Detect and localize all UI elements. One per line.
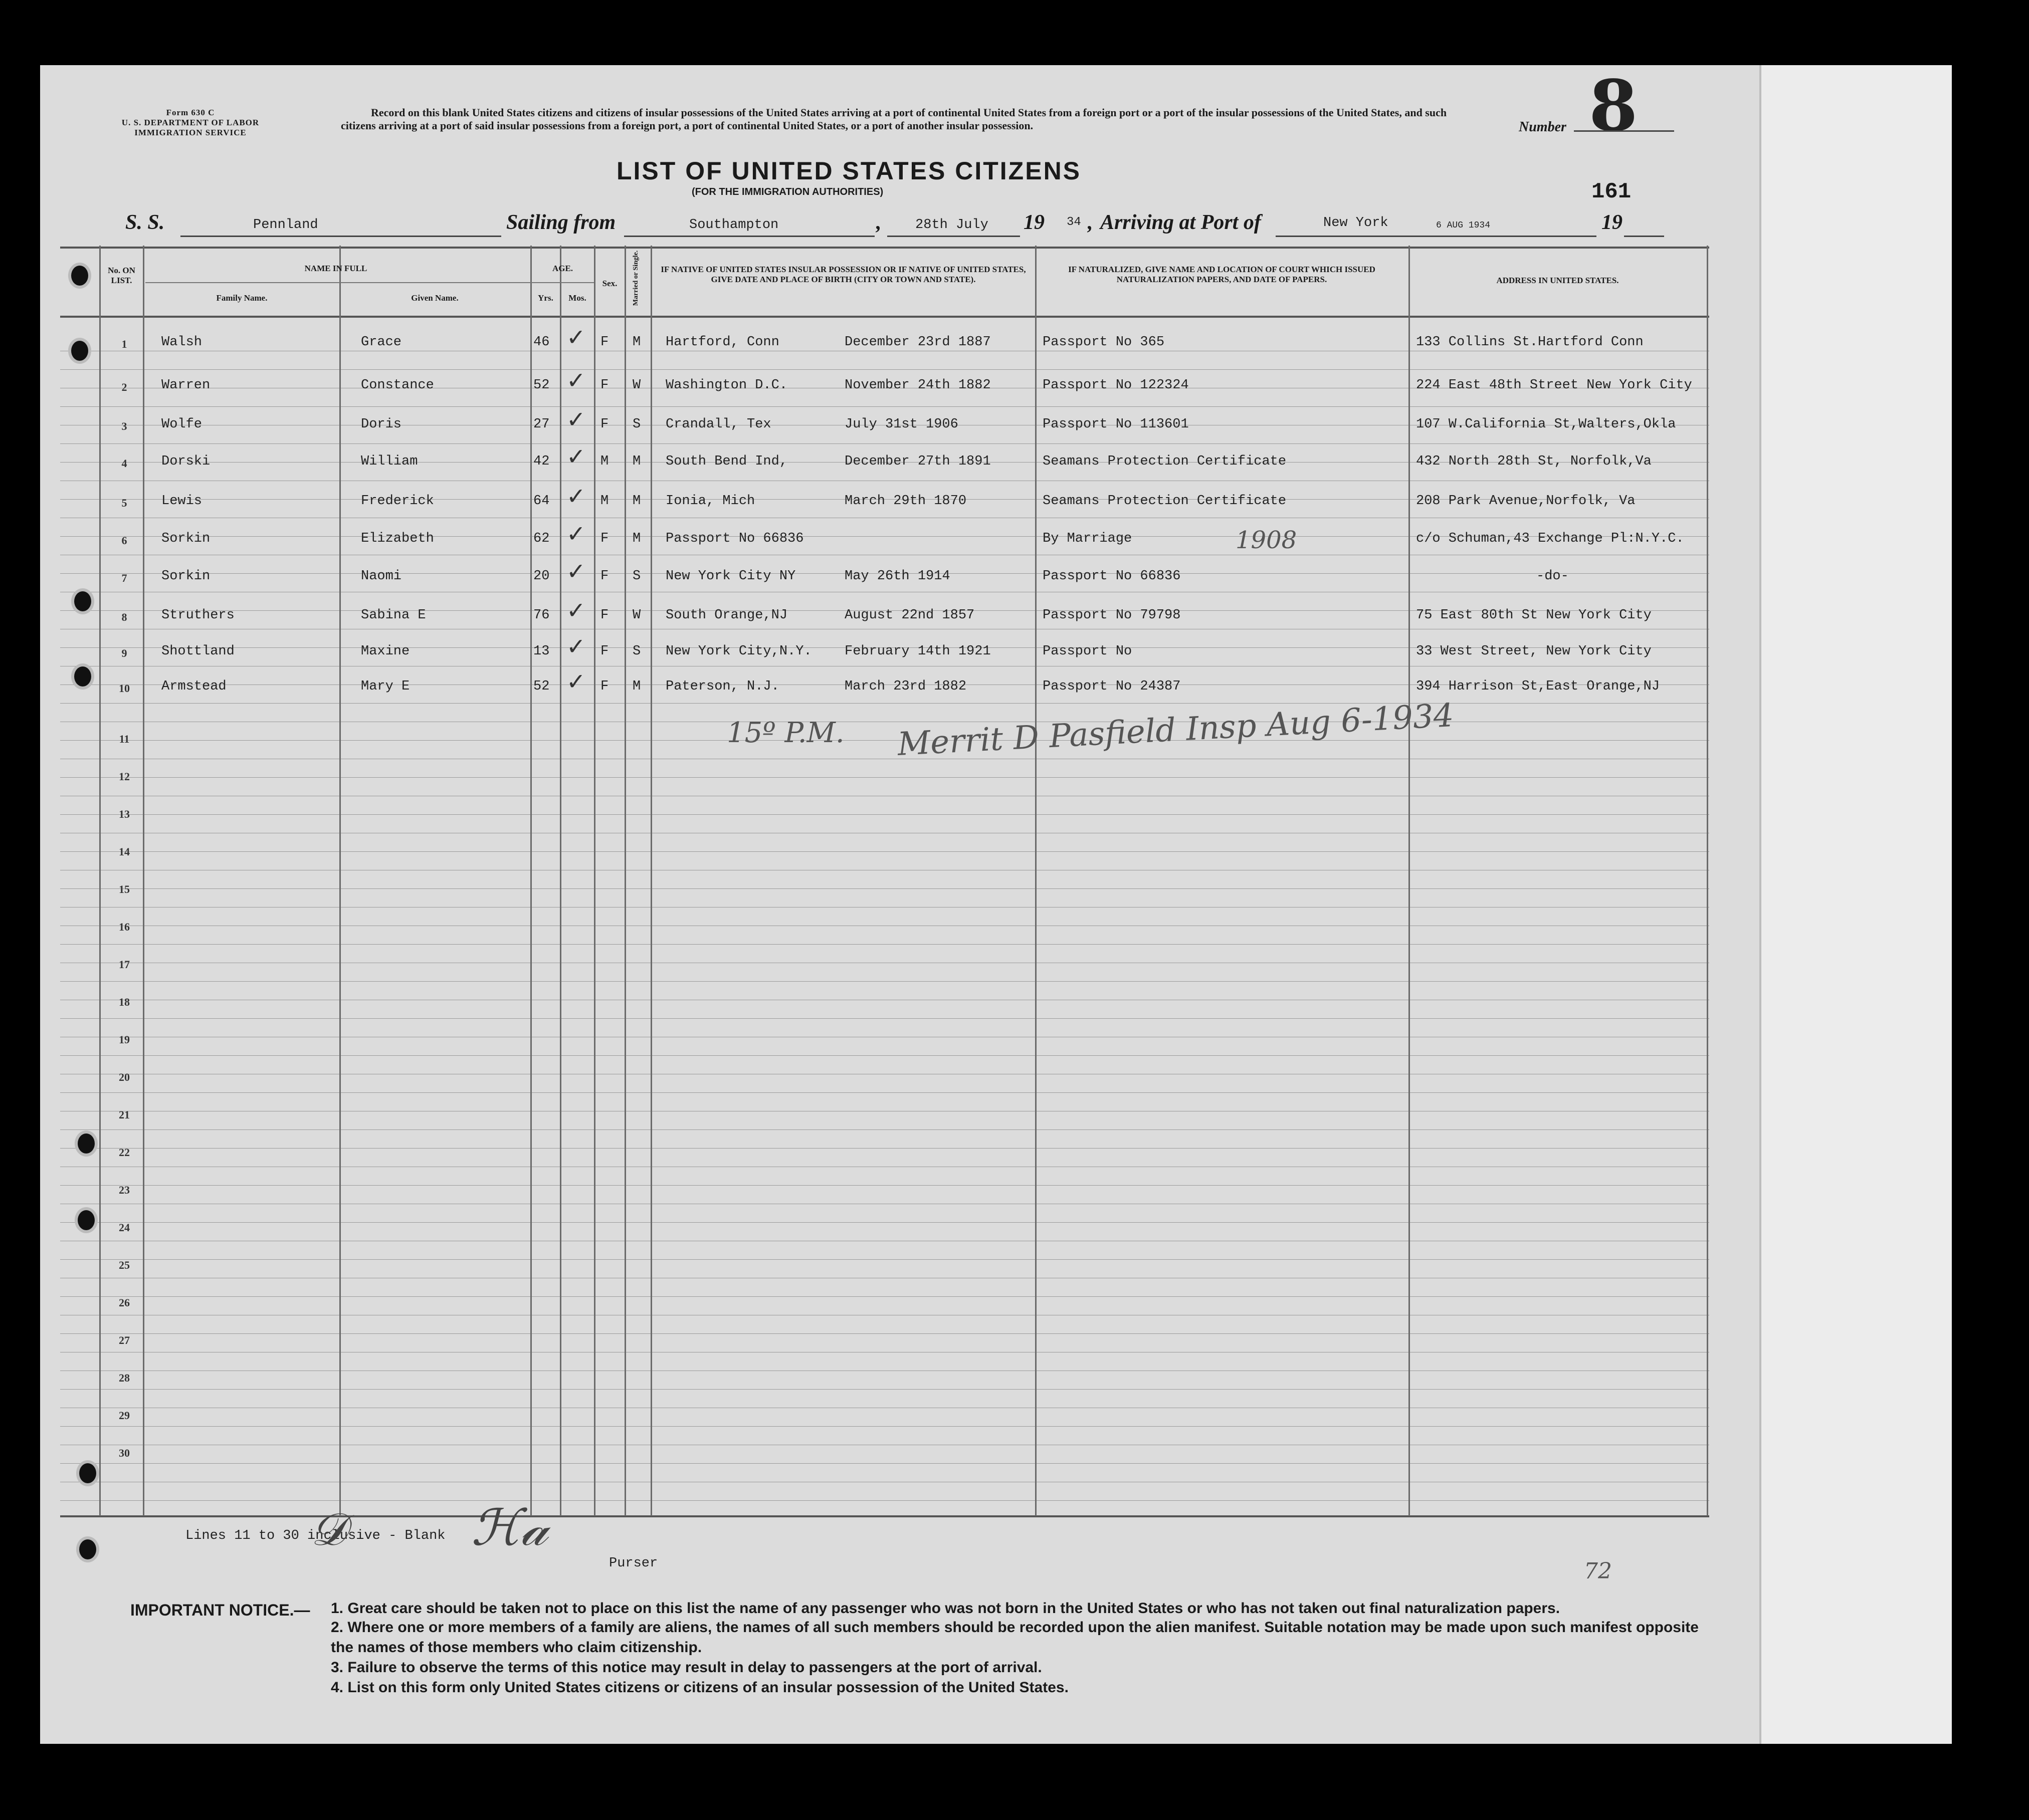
- marital-status: W: [633, 608, 641, 623]
- blank-row-number: 19: [119, 1033, 130, 1046]
- check-mark: ✓: [566, 367, 586, 394]
- check-mark: ✓: [566, 483, 586, 510]
- given-name: Frederick: [361, 494, 434, 509]
- us-address: -do-: [1536, 569, 1569, 584]
- ruled-line: [60, 888, 1709, 889]
- age-years: 20: [533, 569, 550, 584]
- given-name: Grace: [361, 335, 402, 350]
- blank-row-number: 24: [119, 1221, 130, 1234]
- sex: F: [600, 679, 609, 694]
- blank-row-number: 29: [119, 1409, 130, 1422]
- sex: M: [600, 494, 609, 509]
- birth-date: July 31st 1906: [845, 417, 958, 432]
- us-address: 394 Harrison St,East Orange,NJ: [1416, 679, 1660, 694]
- list-number: [1519, 65, 1679, 147]
- punch-hole: [78, 1210, 95, 1230]
- purser-label: Purser: [609, 1556, 658, 1571]
- us-address: 224 East 48th Street New York City: [1416, 378, 1692, 393]
- row-number: 4: [121, 457, 127, 470]
- birth-place: Washington D.C.: [666, 378, 788, 393]
- ship-underline: [180, 236, 501, 237]
- notice-title: IMPORTANT NOTICE.—: [130, 1601, 310, 1619]
- birth-date: December 27th 1891: [845, 454, 991, 469]
- check-mark: ✓: [566, 443, 586, 470]
- blank-row-number: 16: [119, 921, 130, 933]
- ruled-line: [60, 369, 1709, 370]
- check-mark: ✓: [566, 406, 586, 433]
- blank-row-number: 18: [119, 996, 130, 1008]
- header-name-in-full: NAME IN FULL: [304, 264, 367, 273]
- given-name: Elizabeth: [361, 531, 434, 546]
- col-divider: [594, 246, 595, 1516]
- ruled-line: [60, 740, 1709, 741]
- header-years: Yrs.: [538, 293, 553, 303]
- ruled-line: [60, 1296, 1709, 1297]
- marital-status: M: [633, 494, 641, 509]
- header-sex: Sex.: [602, 279, 618, 288]
- table-top-border: [60, 247, 1709, 249]
- form-number: Form 630 C: [166, 108, 215, 117]
- year2-underline: [1624, 236, 1664, 237]
- blank-row-number: 17: [119, 958, 130, 971]
- punch-hole: [78, 1133, 95, 1154]
- family-name: Walsh: [161, 335, 202, 350]
- col-divider: [1707, 246, 1708, 1516]
- naturalization-papers: Passport No 113601: [1043, 417, 1189, 432]
- ruled-line: [60, 1500, 1709, 1501]
- family-name: Armstead: [161, 679, 227, 694]
- marital-status: S: [633, 644, 641, 659]
- family-name: Shottland: [161, 644, 235, 659]
- handwritten-marriage-year: 1908: [1236, 526, 1297, 554]
- check-mark: ✓: [566, 633, 586, 660]
- birth-date: May 26th 1914: [845, 569, 950, 584]
- blank-row-number: 11: [119, 733, 130, 745]
- blank-row-number: 28: [119, 1372, 130, 1384]
- arrival-underline: [1276, 236, 1596, 237]
- row-number: 2: [121, 381, 127, 393]
- ruled-line: [60, 406, 1709, 407]
- punch-hole: [71, 266, 88, 286]
- blank-row-number: 22: [119, 1146, 130, 1159]
- birth-date: February 14th 1921: [845, 644, 991, 659]
- row-number: 8: [121, 611, 127, 623]
- family-name: Sorkin: [161, 531, 211, 546]
- notice-2: 2. Where one or more members of a family are aliens, the names of all such members should be recorded upon the alien manifest. Suitable notation may be made upon such manifest opposite the names of those members who claim citizenship.: [331, 1619, 1699, 1656]
- header-birth: IF NATIVE OF UNITED STATES INSULAR POSSESSION OR IF NATIVE OF UNITED STATES, GIVE DATE AND PLACE OF BIRTH (CITY OR TOWN AND STATE).: [661, 265, 1026, 284]
- header-family-name: Family Name.: [216, 293, 268, 303]
- punch-hole: [74, 666, 91, 687]
- punch-hole: [79, 1539, 96, 1559]
- blank-row-number: 25: [119, 1259, 130, 1271]
- age-years: 46: [533, 335, 550, 350]
- given-name: Sabina E: [361, 608, 426, 623]
- header-age: AGE.: [552, 264, 573, 273]
- ship-name: Pennland: [253, 217, 318, 233]
- marital-status: M: [633, 679, 641, 694]
- birth-date: March 29th 1870: [845, 494, 967, 509]
- sex: F: [600, 417, 609, 432]
- naturalization-papers: By Marriage: [1043, 531, 1132, 546]
- notice-1: 1. Great care should be taken not to place on this list the name of any passenger who was not born in the United States or who has not taken out final naturalization papers.: [331, 1600, 1560, 1617]
- notice-4: 4. List on this form only United States citizens or citizens of an insular possession of the United States.: [331, 1679, 1069, 1696]
- ruled-line: [60, 944, 1709, 945]
- sex: F: [600, 378, 609, 393]
- col-divider: [651, 246, 652, 1516]
- ruled-line: [60, 1129, 1709, 1130]
- blank-row-number: 13: [119, 808, 130, 820]
- us-address: 33 West Street, New York City: [1416, 644, 1652, 659]
- age-subheader-rule: [530, 282, 594, 283]
- row-number: 10: [119, 682, 130, 695]
- comma-2: ,: [1088, 211, 1093, 234]
- blank-row-number: 30: [119, 1447, 130, 1459]
- naturalization-papers: Seamans Protection Certificate: [1043, 454, 1287, 469]
- ruled-line: [60, 1463, 1709, 1464]
- naturalization-papers: Passport No: [1043, 644, 1132, 659]
- header-no-on-list: No. ON LIST.: [108, 266, 135, 285]
- ruled-line: [60, 981, 1709, 982]
- row-number: 6: [121, 534, 127, 547]
- us-address: 432 North 28th St, Norfolk,Va: [1416, 454, 1652, 469]
- ruled-line: [60, 814, 1709, 815]
- document-subtitle: (FOR THE IMMIGRATION AUTHORITIES): [692, 186, 884, 197]
- family-name: Wolfe: [161, 417, 202, 432]
- form-identifier: [98, 108, 283, 138]
- given-name: Naomi: [361, 569, 402, 584]
- marital-status: S: [633, 569, 641, 584]
- check-mark: ✓: [566, 668, 586, 695]
- sailing-date: 28th July: [915, 217, 988, 233]
- naturalization-papers: Passport No 365: [1043, 335, 1165, 350]
- given-name: Constance: [361, 378, 434, 393]
- birth-place: South Orange,NJ: [666, 608, 788, 623]
- ruled-line: [60, 851, 1709, 852]
- marital-status: M: [633, 531, 641, 546]
- sex: F: [600, 335, 609, 350]
- arrival-port: New York: [1323, 215, 1388, 231]
- ruled-line: [60, 1185, 1709, 1186]
- birth-place: Ionia, Mich: [666, 494, 755, 509]
- ruled-line: [60, 777, 1709, 778]
- birth-place: Hartford, Conn: [666, 335, 779, 350]
- date-underline: [887, 236, 1020, 237]
- birth-date: March 23rd 1882: [845, 679, 967, 694]
- birth-place: New York City NY: [666, 569, 796, 584]
- ss-label: S. S.: [125, 211, 165, 234]
- document-title: LIST OF UNITED STATES CITIZENS: [617, 157, 1082, 185]
- number-label: Number: [1519, 119, 1566, 135]
- age-years: 52: [533, 679, 550, 694]
- service-name: IMMIGRATION SERVICE: [134, 128, 247, 137]
- handwritten-inspector-note: 15º P.M.: [727, 717, 845, 749]
- check-mark: ✓: [566, 558, 586, 585]
- blank-row-number: 14: [119, 845, 130, 858]
- row-number: 7: [121, 572, 127, 584]
- sex: F: [600, 531, 609, 546]
- blank-row-number: 21: [119, 1108, 130, 1121]
- col-divider: [339, 246, 341, 1516]
- blank-row-number: 12: [119, 770, 130, 783]
- given-name: Doris: [361, 417, 402, 432]
- marital-status: M: [633, 454, 641, 469]
- punch-hole: [74, 591, 91, 611]
- birth-place: New York City,N.Y.: [666, 644, 812, 659]
- col-divider: [99, 246, 101, 1516]
- purser-signature-mark: ℋ𝒶: [471, 1498, 548, 1557]
- number-underline: [1574, 130, 1674, 132]
- check-mark: ✓: [566, 520, 586, 547]
- us-address: 208 Park Avenue,Norfolk, Va: [1416, 494, 1636, 509]
- page-mark: 72: [1584, 1558, 1612, 1584]
- age-years: 13: [533, 644, 550, 659]
- age-years: 62: [533, 531, 550, 546]
- birth-place: Paterson, N.J.: [666, 679, 779, 694]
- form-instructions: Record on this blank United States citizens and citizens of insular possessions of the United States arriving at a port of continental United States from a foreign port or a port of the insular possessions of the United States, and such citizens arriving at a port of said insular possessions from a foreign port, a port of continental United States, or a port of another insular possession.: [341, 106, 1447, 132]
- marital-status: M: [633, 335, 641, 350]
- punch-hole: [71, 341, 88, 361]
- ruled-line: [60, 1426, 1709, 1427]
- naturalization-papers: Passport No 122324: [1043, 378, 1189, 393]
- sex: M: [600, 454, 609, 469]
- naturalization-papers: Passport No 24387: [1043, 679, 1181, 694]
- ruled-line: [60, 1333, 1709, 1334]
- family-name: Lewis: [161, 494, 202, 509]
- birth-place: Crandall, Tex: [666, 417, 771, 432]
- marital-status: W: [633, 378, 641, 393]
- year2-prefix: 19: [1601, 211, 1622, 234]
- sailing-label: Sailing from: [506, 211, 616, 234]
- naturalization-papers: Seamans Protection Certificate: [1043, 494, 1287, 509]
- given-name: Maxine: [361, 644, 410, 659]
- age-years: 76: [533, 608, 550, 623]
- sheet-stamp: 161: [1591, 179, 1632, 204]
- naturalization-papers: Passport No 66836: [1043, 569, 1181, 584]
- check-mark: ✓: [566, 324, 586, 351]
- ruled-line: [60, 443, 1709, 444]
- blank-row-number: 20: [119, 1071, 130, 1083]
- blank-row-number: 26: [119, 1296, 130, 1309]
- age-years: 27: [533, 417, 550, 432]
- family-name: Sorkin: [161, 569, 211, 584]
- comma-1: ,: [876, 211, 882, 234]
- blank-lines-note: Lines 11 to 30 inclusive - Blank: [185, 1528, 446, 1543]
- name-subheader-rule: [145, 282, 530, 283]
- given-name: William: [361, 454, 418, 469]
- sex: F: [600, 569, 609, 584]
- given-name: Mary E: [361, 679, 410, 694]
- header-given-name: Given Name.: [411, 293, 459, 303]
- naturalization-papers: Passport No 79798: [1043, 608, 1181, 623]
- check-mark: ✓: [566, 597, 586, 624]
- birth-place: South Bend Ind,: [666, 454, 788, 469]
- ruled-line: [60, 1055, 1709, 1056]
- birth-date: November 24th 1882: [845, 378, 991, 393]
- sex: F: [600, 644, 609, 659]
- header-naturalized: IF NATURALIZED, GIVE NAME AND LOCATION OF COURT WHICH ISSUED NATURALIZATION PAPERS, AND DATE OF PAPERS.: [1068, 265, 1375, 284]
- age-years: 64: [533, 494, 550, 509]
- col-divider: [1408, 246, 1410, 1516]
- birth-place: Passport No 66836: [666, 531, 804, 546]
- ruled-line: [60, 1148, 1709, 1149]
- col-divider: [143, 246, 144, 1516]
- ruled-line: [60, 703, 1709, 704]
- punch-hole: [79, 1463, 96, 1483]
- us-address: 107 W.California St,Walters,Okla: [1416, 417, 1676, 432]
- us-address: c/o Schuman,43 Exchange Pl:N.Y.C.: [1416, 531, 1684, 546]
- ruled-line: [60, 1259, 1709, 1260]
- ruled-line: [60, 1092, 1709, 1093]
- year-suffix: 34: [1067, 215, 1081, 229]
- row-number: 9: [121, 647, 127, 659]
- family-name: Struthers: [161, 608, 235, 623]
- col-divider: [625, 246, 626, 1516]
- number-value: 8: [1589, 65, 1638, 147]
- handwritten-inspector-signature: Merrit D Pasfield Insp Aug 6-1934: [896, 697, 1455, 764]
- blank-row-number: 15: [119, 883, 130, 895]
- blank-row-number: 27: [119, 1334, 130, 1346]
- header-married-single: Married or Single.: [632, 250, 640, 306]
- us-address: 75 East 80th St New York City: [1416, 608, 1652, 623]
- purser-signature: 𝒟: [311, 1503, 347, 1556]
- row-number: 1: [121, 338, 127, 350]
- col-divider: [530, 246, 532, 1516]
- table-bottom-border: [60, 1515, 1709, 1517]
- notice-3: 3. Failure to observe the terms of this notice may result in delay to passengers at the port of arrival.: [331, 1659, 1042, 1676]
- birth-date: August 22nd 1857: [845, 608, 975, 623]
- page-margin: [1759, 65, 1952, 1744]
- year-prefix: 19: [1024, 211, 1045, 234]
- us-address: 133 Collins St.Hartford Conn: [1416, 335, 1644, 350]
- age-years: 52: [533, 378, 550, 393]
- family-name: Warren: [161, 378, 211, 393]
- arriving-label: Arriving at Port of: [1100, 211, 1261, 234]
- col-divider: [560, 246, 561, 1516]
- table-header-border: [60, 316, 1709, 318]
- col-divider: [1035, 246, 1037, 1516]
- departure-port: Southampton: [689, 217, 779, 233]
- row-number: 5: [121, 497, 127, 509]
- arrival-date-stamp: 6 AUG 1934: [1436, 220, 1491, 231]
- header-months: Mos.: [568, 293, 586, 303]
- ruled-line: [60, 1018, 1709, 1019]
- blank-row-number: 23: [119, 1184, 130, 1196]
- header-address: ADDRESS IN UNITED STATES.: [1496, 276, 1619, 285]
- department-name: U. S. DEPARTMENT OF LABOR: [121, 118, 260, 127]
- family-name: Dorski: [161, 454, 211, 469]
- ruled-line: [60, 1389, 1709, 1390]
- marital-status: S: [633, 417, 641, 432]
- age-years: 42: [533, 454, 550, 469]
- departure-underline: [624, 236, 875, 237]
- birth-date: December 23rd 1887: [845, 335, 991, 350]
- sex: F: [600, 608, 609, 623]
- row-number: 3: [121, 420, 127, 432]
- ruled-line: [60, 1222, 1709, 1223]
